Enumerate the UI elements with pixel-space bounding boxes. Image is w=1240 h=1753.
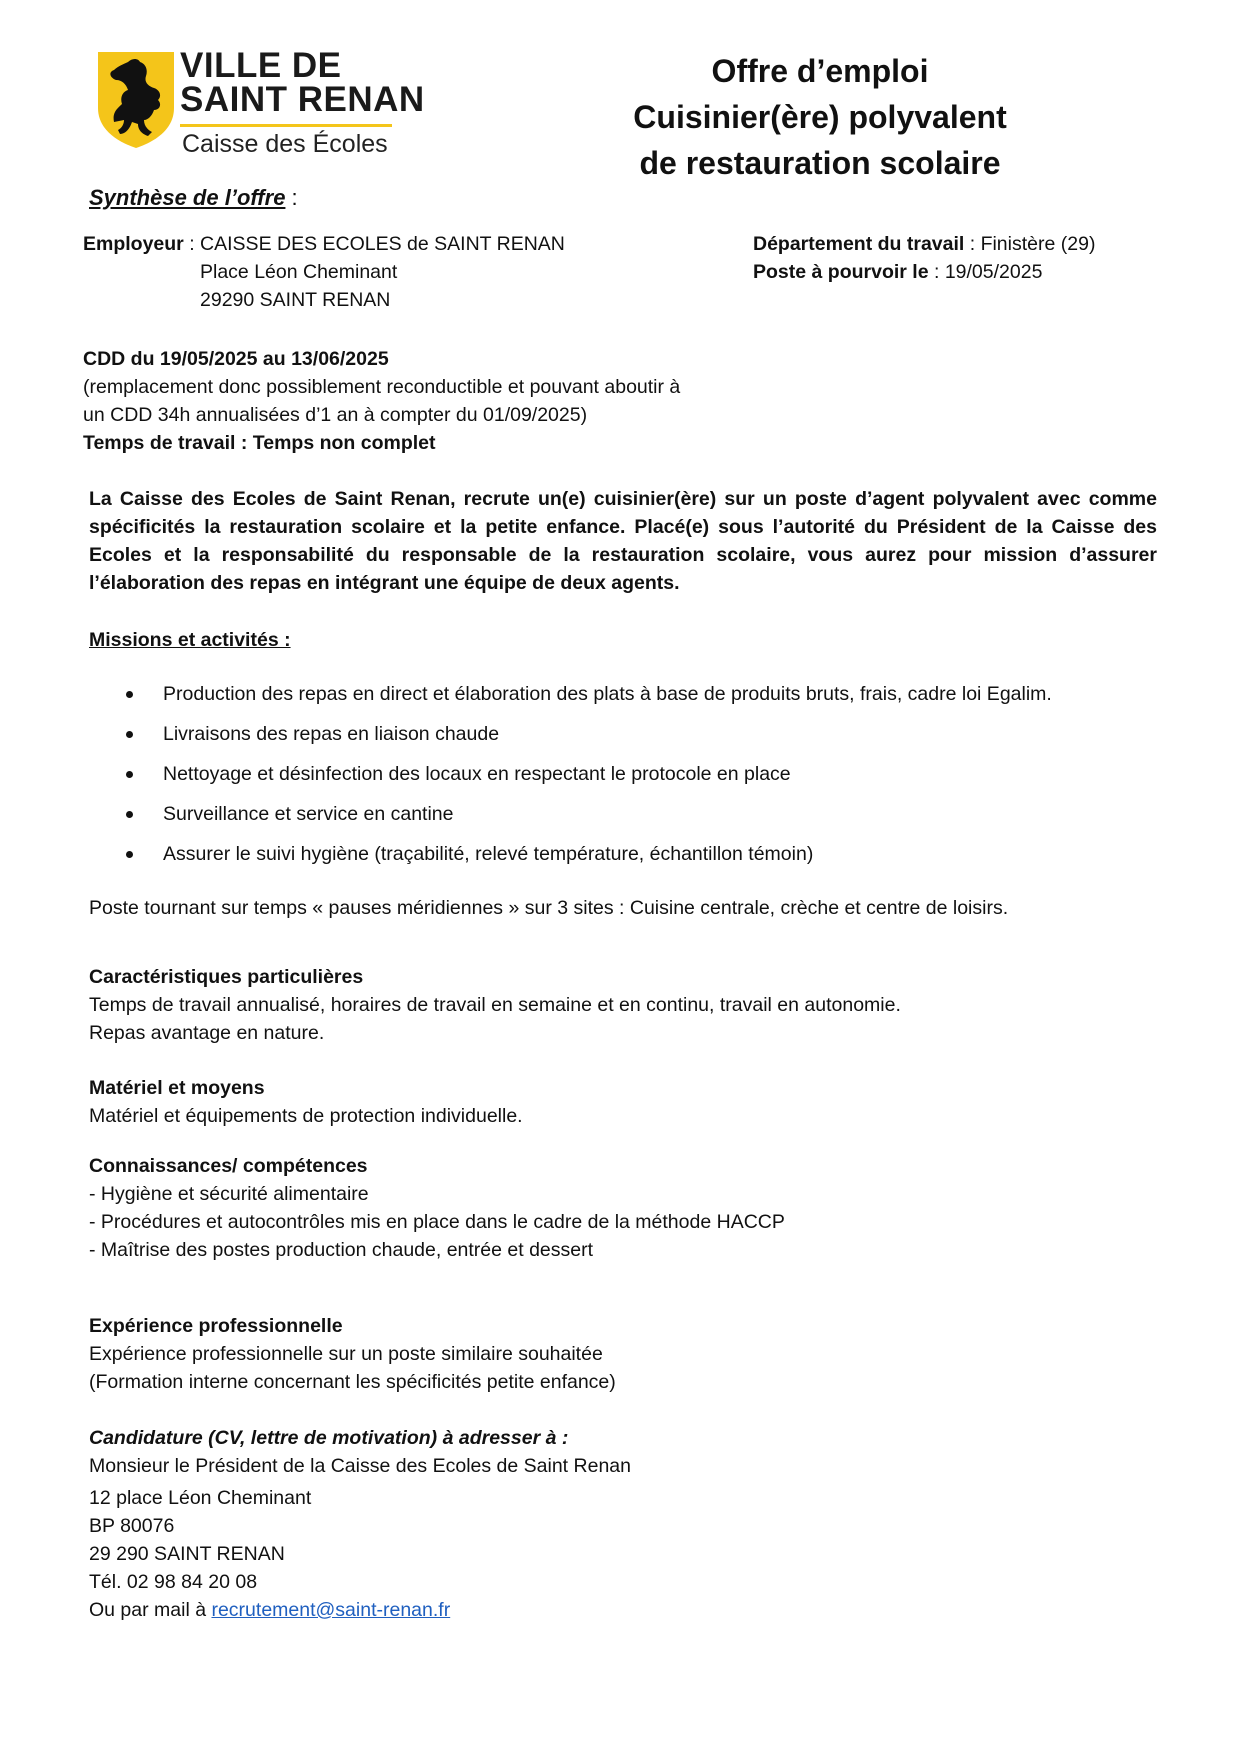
email-link[interactable]: recrutement@saint-renan.fr: [211, 1599, 451, 1621]
candidature-line: BP 80076: [89, 1515, 175, 1537]
connaissances-section: [89, 1152, 1149, 1264]
connaissances-line: - Procédures et autocontrôles mis en place dans le cadre de la méthode HACCP: [89, 1211, 785, 1233]
title-line-1: Offre d’emploi: [711, 53, 929, 89]
logo-line-2: SAINT RENAN: [180, 80, 425, 119]
mission-text: Nettoyage et désinfection des locaux en respectant le protocole en place: [163, 763, 791, 785]
contract-time: Temps de travail : Temps non complet: [83, 432, 436, 454]
employer-name: CAISSE DES ECOLES de SAINT RENAN: [200, 233, 565, 255]
candidature-line: Monsieur le Président de la Caisse des Ecoles de Saint Renan: [89, 1455, 631, 1477]
mission-text: Surveillance et service en cantine: [163, 803, 454, 825]
bullet-icon: [126, 691, 133, 698]
page-title: [600, 48, 1040, 186]
synthese-heading: [89, 184, 298, 212]
caracteristiques-section: [89, 963, 1149, 1047]
intro-paragraph: La Caisse des Ecoles de Saint Renan, recrute un(e) cuisinier(ère) sur un poste d’agent polyvalent avec comme spécificités la restauration scolaire et la petite enfance. Placé(e) sous l’autorité du Président de la Caisse des Ecoles et la responsabilité du responsable de la restauration scolaire, vous aurez pour mission d’assurer l’élaboration des repas en intégrant une équipe de deux agents.: [89, 488, 1157, 594]
connaissances-line: - Maîtrise des postes production chaude, entrée et dessert: [89, 1239, 594, 1261]
candidature-line: 12 place Léon Cheminant: [89, 1487, 312, 1509]
caracteristiques-line: Temps de travail annualisé, horaires de travail en semaine et en continu, travail en autonomie.: [89, 994, 901, 1016]
mission-text: Livraisons des repas en liaison chaude: [163, 723, 500, 745]
materiel-line: Matériel et équipements de protection individuelle.: [89, 1105, 523, 1127]
caracteristiques-line: Repas avantage en nature.: [89, 1022, 325, 1044]
connaissances-line: - Hygiène et sécurité alimentaire: [89, 1183, 369, 1205]
contract-note-1: (remplacement donc possiblement reconductible et pouvant aboutir à: [83, 376, 681, 398]
experience-heading: Expérience professionnelle: [89, 1315, 343, 1337]
poste-note: Poste tournant sur temps « pauses méridiennes » sur 3 sites : Cuisine centrale, crèche et centre de loisirs.: [89, 897, 1009, 919]
mission-text: Assurer le suivi hygiène (traçabilité, relevé température, échantillon témoin): [163, 843, 814, 865]
post-date-label: Poste à pourvoir le: [753, 261, 929, 283]
experience-section: [89, 1312, 1149, 1396]
experience-line: Expérience professionnelle sur un poste similaire souhaitée: [89, 1343, 603, 1365]
candidature-line: 29 290 SAINT RENAN: [89, 1543, 285, 1565]
contract-note-2: un CDD 34h annualisées d’1 an à compter du 01/09/2025): [83, 404, 588, 426]
logo: [96, 46, 425, 158]
employer-sep: :: [183, 233, 201, 255]
contract-cdd: CDD du 19/05/2025 au 13/06/2025: [83, 348, 389, 370]
logo-divider: [180, 124, 392, 127]
horse-shield-icon: [96, 50, 176, 150]
employer-address-2: 29290 SAINT RENAN: [200, 289, 391, 311]
bullet-icon: [126, 851, 133, 858]
department-block: [753, 230, 1213, 286]
employer-label: Employeur: [83, 233, 184, 255]
logo-line-3: Caisse des Écoles: [182, 130, 388, 158]
title-line-2: Cuisinier(ère) polyvalent: [633, 99, 1007, 135]
bullet-icon: [126, 811, 133, 818]
bullet-icon: [126, 771, 133, 778]
candidature-mail-line: [89, 1596, 1149, 1624]
department-label: Département du travail: [753, 233, 965, 255]
title-line-3: de restauration scolaire: [639, 145, 1001, 181]
synthese-suffix: :: [285, 185, 298, 210]
post-date-value: : 19/05/2025: [928, 261, 1043, 283]
candidature-section: [89, 1424, 1149, 1624]
department-value: : Finistère (29): [964, 233, 1096, 255]
materiel-heading: Matériel et moyens: [89, 1077, 265, 1099]
experience-line: (Formation interne concernant les spécificités petite enfance): [89, 1371, 616, 1393]
missions-heading: Missions et activités :: [89, 629, 291, 651]
employer-address-1: Place Léon Cheminant: [200, 261, 398, 283]
candidature-heading: Candidature (CV, lettre de motivation) à adresser à :: [89, 1427, 569, 1449]
connaissances-heading: Connaissances/ compétences: [89, 1155, 368, 1177]
bullet-icon: [126, 731, 133, 738]
materiel-section: [89, 1074, 1149, 1130]
caracteristiques-heading: Caractéristiques particulières: [89, 966, 364, 988]
mail-prefix: Ou par mail à: [89, 1599, 212, 1621]
logo-line-1: VILLE DE: [180, 46, 342, 85]
mission-text: Production des repas en direct et élaboration des plats à base de produits bruts, frais, cadre loi Egalim.: [163, 683, 1052, 705]
contract-block: [83, 345, 763, 457]
employer-block: [83, 230, 643, 314]
synthese-label: Synthèse de l’offre: [89, 185, 286, 210]
candidature-line: Tél. 02 98 84 20 08: [89, 1571, 258, 1593]
